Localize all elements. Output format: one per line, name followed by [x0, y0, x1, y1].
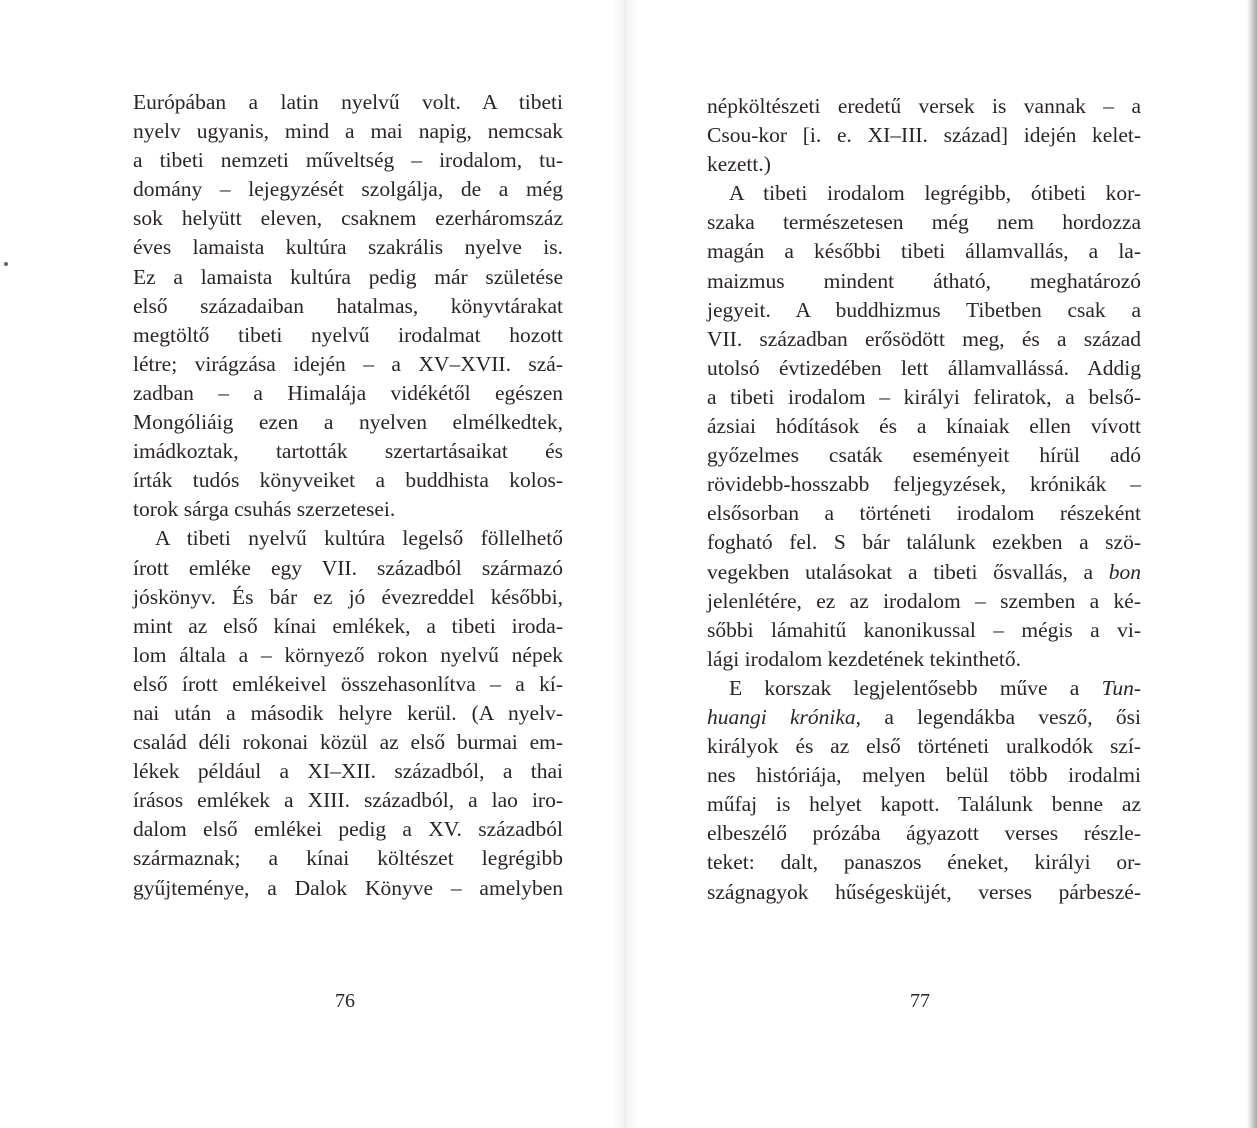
text-line: származnak; a kínai költészet legrégibb — [133, 846, 563, 871]
text-line: a tibeti nemzeti műveltség – irodalom, tu- — [133, 148, 563, 173]
text-line: imádkoztak, tartották szertartásaikat és — [133, 439, 563, 464]
text-line: sőbbi lámahitű kanonikussal – mégis a vi- — [707, 617, 1141, 642]
text-line: sok helyütt eleven, csaknem ezerháromszáz — [133, 206, 563, 231]
text-line: királyok és az első történeti uralkodók szí- — [707, 734, 1141, 759]
text-line: A tibeti nyelvű kultúra legelső föllelhető — [155, 526, 563, 551]
text-line: éves lamaista kultúra szakrális nyelve is. — [133, 235, 563, 260]
text-line: írták tudós könyveiket a buddhista kolos- — [133, 468, 563, 493]
text-line: zadban – a Himalája vidékétől egészen — [133, 380, 563, 405]
left-page — [0, 0, 625, 1128]
text-line: huangi krónika, a legendákba vesző, ősi — [707, 704, 1141, 729]
text-line: jóskönyv. És bár ez jó évezreddel későbbi, — [133, 584, 563, 609]
text-line: elbeszélő prózába ágyazott verses részle- — [707, 821, 1141, 846]
text-line: fogható fel. S bár találunk ezekben a szö- — [707, 530, 1141, 555]
text-line: torok sárga csuhás szerzetesei. — [133, 497, 396, 522]
right-page — [625, 0, 1257, 1128]
text-line: népköltészeti eredetű versek is vannak – a — [707, 94, 1141, 118]
text-line: a tibeti irodalom – királyi feliratok, a belső- — [707, 384, 1141, 409]
text-line: szágnagyok hűségesküjét, verses párbeszé- — [707, 879, 1141, 904]
text-line: A tibeti irodalom legrégibb, ótibeti kor- — [729, 181, 1141, 206]
text-line: VII. században erősödött meg, és a század — [707, 326, 1141, 351]
text-line: Ez a lamaista kultúra pedig már születése — [133, 264, 563, 289]
text-line: nai után a második helyre kerül. (A nyelv- — [133, 700, 563, 725]
left-page-text — [133, 88, 563, 903]
text-line: mint az első kínai emlékek, a tibeti iroda- — [133, 613, 563, 638]
ink-speck — [4, 262, 8, 266]
text-line: írásos emlékek a XIII. századból, a lao iro- — [133, 788, 563, 813]
text-line: lékek például a XI–XII. századból, a thai — [133, 759, 563, 784]
text-line: szaka természetesen még nem hordozza — [707, 210, 1141, 235]
text-line: E korszak legjelentősebb műve a Tun- — [729, 675, 1141, 700]
text-line: megtöltő tibeti nyelvű irodalmat hozott — [133, 322, 563, 347]
page-number: 77 — [910, 990, 930, 1012]
text-line: ázsiai hódítások és a kínaiak ellen vívott — [707, 414, 1141, 439]
text-line: lági irodalom kezdetének tekinthető. — [707, 646, 1022, 671]
text-line: teket: dalt, panaszos éneket, királyi or- — [707, 850, 1141, 875]
text-line: dalom első emlékei pedig a XV. századból — [133, 817, 563, 842]
text-line: rövidebb-hosszabb feljegyzések, krónikák – — [707, 472, 1141, 497]
text-line: család déli rokonai közül az első burmai em- — [133, 730, 563, 755]
text-line: első írott emlékeivel összehasonlítva – a kí- — [133, 671, 563, 696]
text-line: lom általa a – környező rokon nyelvű népek — [133, 642, 563, 667]
text-line: nyelv ugyanis, mind a mai napig, nemcsak — [133, 119, 563, 144]
text-line: jegyeit. A buddhizmus Tibetben csak a — [707, 297, 1141, 322]
text-line: Mongóliáig ezen a nyelven elmélkedtek, — [133, 410, 563, 435]
text-line: domány – lejegyzését szolgálja, de a még — [133, 177, 563, 202]
text-line: elsősorban a történeti irodalom részeként — [707, 501, 1141, 526]
text-line: győzelmes csaták eseményeit hírül adó — [707, 443, 1141, 468]
text-line: Európában a latin nyelvű volt. A tibeti — [133, 90, 563, 114]
text-line: első századaiban hatalmas, könyvtárakat — [133, 293, 563, 318]
text-line: utolsó évtizedében lett államvallássá. Addig — [707, 355, 1141, 380]
page-number: 76 — [335, 990, 355, 1012]
text-line: nes históriája, melyen belül több irodalmi — [707, 763, 1141, 788]
text-line: gyűjteménye, a Dalok Könyve – amelyben — [133, 875, 563, 900]
text-line: írott emléke egy VII. századból származó — [133, 555, 563, 580]
text-line: maizmus mindent átható, meghatározó — [707, 268, 1141, 293]
text-line: jelenlétére, ez az irodalom – szemben a ké- — [707, 588, 1141, 613]
text-line: vegekben utalásokat a tibeti ősvallás, a bon — [707, 559, 1141, 584]
text-line: létre; virágzása idején – a XV–XVII. szá- — [133, 351, 563, 376]
text-line: Csou-kor [i. e. XI–III. század] idején kelet- — [707, 123, 1141, 148]
text-line: magán a későbbi tibeti államvallás, a la- — [707, 239, 1141, 264]
text-line: műfaj is helyet kapott. Találunk benne az — [707, 792, 1141, 817]
right-page-text — [707, 92, 1141, 907]
text-line: kezett.) — [707, 152, 771, 177]
page-edge-shadow — [1247, 0, 1257, 1128]
